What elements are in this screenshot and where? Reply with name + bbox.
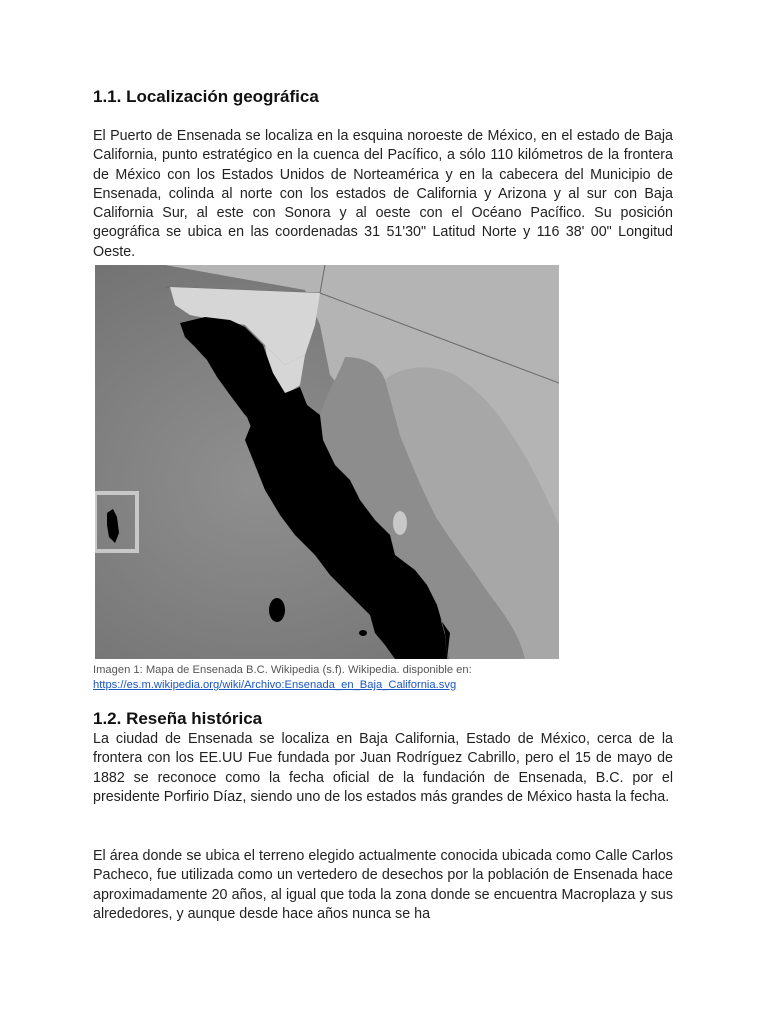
figure-caption <box>93 663 653 693</box>
section-heading-localizacion: 1.1. Localización geográfica <box>93 87 319 106</box>
paragraph-resena-1: La ciudad de Ensenada se localiza en Baja California, Estado de México, cerca de la frontera con los EE.UU Fue fundada por Juan Rodríguez Cabrillo, pero el 15 de mayo de 1882 se reconoce como la fecha oficial de la fundación de Ensenada, B.C. por el presidente Porfirio Díaz, siendo uno de los estados más grandes de México hasta la fecha. <box>93 731 673 805</box>
island-shape <box>269 598 285 622</box>
caption-text: Imagen 1: Mapa de Ensenada B.C. Wikipedia (s.f). Wikipedia. disponible en: <box>93 664 472 676</box>
map-ensenada-image <box>95 265 559 659</box>
paragraph-localizacion: El Puerto de Ensenada se localiza en la esquina noroeste de México, en el estado de Baja California, punto estratégico en la cuenca del Pacífico, a sólo 110 kilómetros de la frontera de México con los Estados Unidos de Norteamérica y en la cabecera del Municipio de Ensenada, colinda al norte con los estados de California y Arizona y al sur con Baja California Sur, al este con Sonora y al oeste con el Océano Pacífico. Su posición geográfica se ubica en las coordenadas 31 51'30" Latitud Norte y 116 38' 00" Longitud Oeste. <box>93 128 673 260</box>
map-ensenada-figure <box>95 265 559 659</box>
section-heading-resena: 1.2. Reseña histórica <box>93 709 263 728</box>
island-shape <box>359 630 367 636</box>
caption-link[interactable]: https://es.m.wikipedia.org/wiki/Archivo:Ensenada_en_Baja_California.svg <box>93 679 457 691</box>
paragraph-resena-2: El área donde se ubica el terreno elegido actualmente conocida ubicada como Calle Carlos Pacheco, fue utilizada como un vertedero de desechos por la población de Ensenada hace aproximadamente 20 años, al igual que toda la zona donde se encuentra Macroplaza y sus alrededores, y aunque desde hace años nunca se ha <box>93 848 673 922</box>
island-shape <box>393 511 407 535</box>
